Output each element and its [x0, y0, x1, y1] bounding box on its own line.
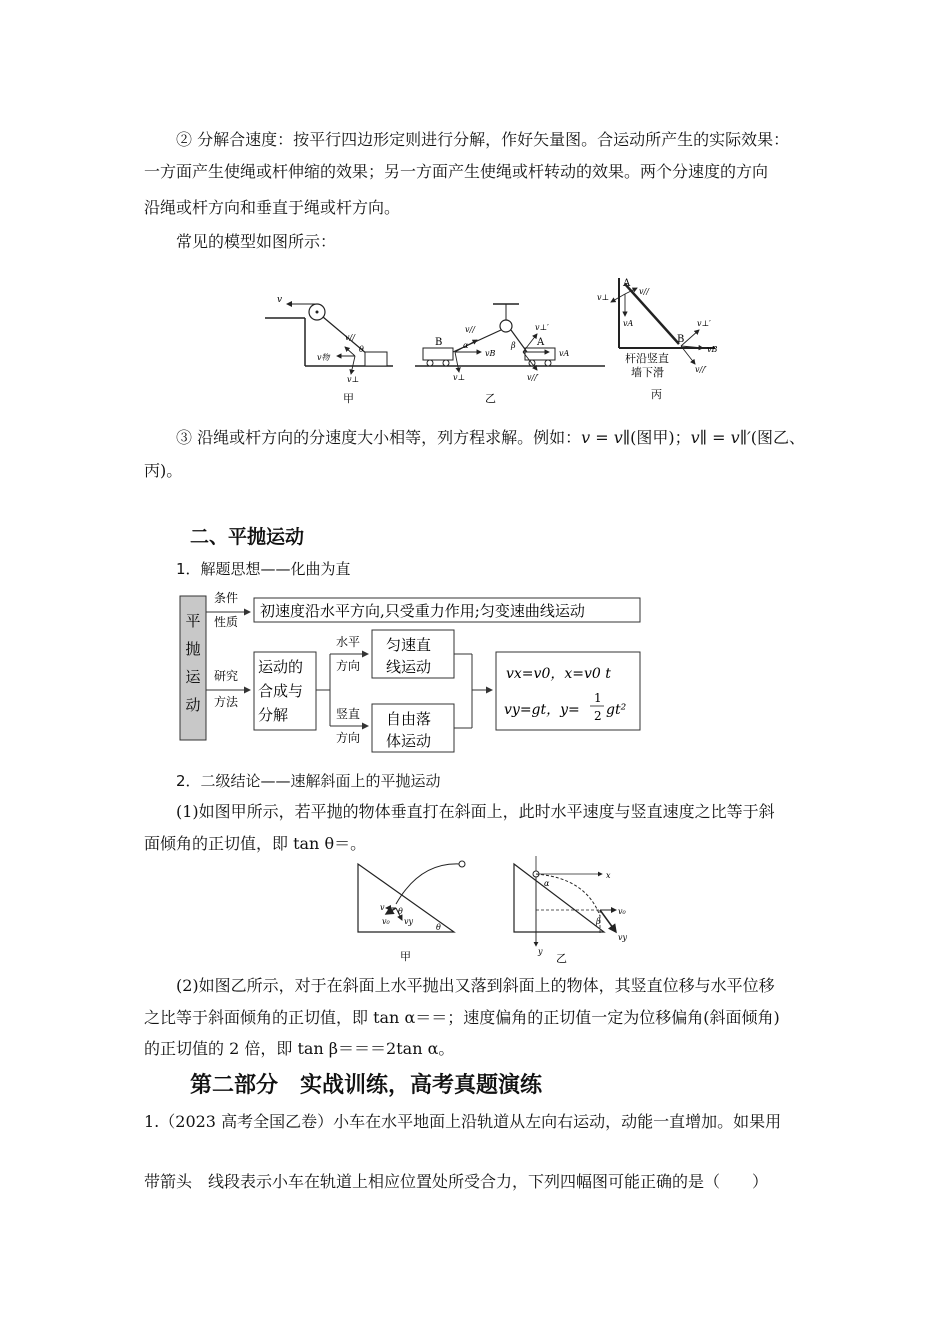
- jia-vperp-label: v⊥: [347, 375, 360, 384]
- jia2-vy-label: vy: [404, 917, 414, 926]
- jia-vpar-label: v//: [345, 333, 355, 342]
- incline-projectile-figure: [350, 856, 640, 966]
- part-two-title: 第二部分 实战训练，高考真题演练: [190, 1073, 543, 1098]
- decomp-paragraph: [144, 122, 824, 158]
- yi2-alpha-label: α: [544, 879, 550, 888]
- freefall-line-1: 自由落: [386, 710, 432, 728]
- bing-caption-2: 墙下滑: [631, 366, 664, 379]
- bing-vperp2-label: v⊥′: [697, 319, 711, 328]
- vertical-top-label: 竖直: [336, 707, 361, 721]
- equal-speed-text-a: ③ 沿绳或杆方向的分速度大小相等，列方程求解。例如：: [176, 428, 582, 447]
- equation-yi-bing: v∥ = v∥′: [690, 428, 751, 447]
- main-char-1: 平: [185, 612, 201, 630]
- method-bot-label: 方法: [214, 695, 239, 709]
- yi-vB-label: vB: [485, 349, 496, 358]
- subheading-1: 1．解题思想——化曲为直: [176, 560, 351, 578]
- fig-label-jia: 甲: [343, 392, 354, 405]
- uniform-line-1: 匀速直: [386, 636, 432, 654]
- incline-jia: [358, 861, 465, 932]
- yi2-vy-label: vy: [618, 933, 628, 942]
- section-title-projectile: 二、平抛运动: [190, 526, 305, 548]
- uniform-line-2: 线运动: [386, 658, 432, 676]
- method-top-label: 研究: [214, 669, 239, 683]
- decomp-line-3: 沿绳或杆方向和垂直于绳或杆方向。: [144, 198, 401, 217]
- subheading-2: 2．二级结论——速解斜面上的平抛运动: [176, 772, 441, 790]
- fig2-label-yi: 乙: [556, 952, 567, 965]
- main-char-3: 运: [185, 668, 201, 686]
- decomp-line-1: ② 分解合速度：按平行四边形定则进行分解，作好矢量图。合运动所产生的实际效果：: [176, 130, 790, 149]
- comp-line-1: 运动的: [258, 658, 304, 676]
- fig2-label-jia: 甲: [400, 950, 411, 963]
- bing-vpar2-label: v//′: [695, 365, 707, 374]
- equations-box: [496, 652, 640, 730]
- equal-speed-line-2: 丙)。: [144, 461, 183, 480]
- vertical-bot-label: 方向: [336, 731, 361, 745]
- model-bing: [597, 278, 718, 379]
- horizontal-bot-label: 方向: [336, 659, 361, 673]
- model-yi: [415, 304, 605, 382]
- equation-jia: v = v∥: [581, 428, 631, 447]
- yi-vpar2-label: v//′: [527, 373, 539, 382]
- rope-rod-models-figure: [255, 268, 735, 408]
- main-char-4: 动: [185, 696, 201, 714]
- cond-text: 初速度沿水平方向,只受重力作用;匀变速曲线运动: [260, 602, 585, 620]
- jia2-theta1-label: θ: [398, 907, 403, 916]
- yi2-beta-label: β: [596, 917, 601, 926]
- question-1-line-1: 1.（2023 高考全国乙卷）小车在水平地面上沿轨道从左向右运动，动能一直增加。如果用: [144, 1112, 782, 1131]
- conclusion-1-line-1: (1)如图甲所示，若平抛的物体垂直打在斜面上，此时水平速度与竖直速度之比等于斜: [176, 802, 775, 821]
- equation-vertical-a: vy=gt，y=: [504, 702, 580, 718]
- jia-v-label: v: [277, 295, 283, 305]
- yi2-y-label: y: [538, 947, 543, 956]
- bing-vpar-label: v//: [639, 287, 649, 296]
- bing-A-label: A: [623, 278, 631, 289]
- conclusion-2-line-1: (2)如图乙所示，对于在斜面上水平抛出又落到斜面上的物体，其竖直位移与水平位移: [176, 976, 775, 995]
- incline-yi: [514, 856, 628, 956]
- comp-line-3: 分解: [258, 706, 289, 724]
- fig-label-yi: 乙: [485, 392, 496, 405]
- yi-A-label: A: [537, 337, 545, 348]
- decomp-line-2: 一方面产生使绳或杆伸缩的效果；另一方面产生使绳或杆转动的效果。两个分速度的方向: [144, 162, 769, 181]
- question-1-line-2: 带箭头 线段表示小车在轨道上相应位置处所受合力，下列四幅图可能正确的是（ ）: [144, 1172, 769, 1191]
- equation-horizontal: vx=v0，x=v0 t: [506, 666, 611, 682]
- bing-vB-label: vB: [707, 345, 718, 354]
- yi-alpha-label: α: [463, 341, 469, 350]
- jia2-theta2-label: θ: [436, 923, 441, 932]
- yi2-v0-label: v₀: [618, 907, 626, 916]
- yi-vpar-label: v//: [465, 325, 475, 334]
- conclusion-2-line-2: 之比等于斜面倾角的正切值，即 tan α＝＝；速度偏角的正切值一定为位移偏角(斜面倾角): [144, 1008, 780, 1027]
- equation-frac-num: 1: [594, 691, 602, 705]
- jia2-v0-label: v₀: [382, 917, 390, 926]
- horizontal-top-label: 水平: [336, 635, 361, 649]
- yi-beta-label: β: [511, 341, 516, 350]
- yi-vA-label: vA: [559, 349, 570, 358]
- conclusion-1-line-2: 面倾角的正切值，即 tan θ＝。: [144, 834, 367, 853]
- jia-vwu-label: v物: [317, 353, 330, 362]
- cond-bot-label: 性质: [214, 615, 239, 629]
- jia2-v-label: v: [380, 903, 385, 912]
- jia-theta-label: θ: [359, 345, 364, 354]
- yi-B-label: B: [435, 337, 443, 348]
- equal-speed-text-c: (图乙、: [750, 428, 805, 447]
- comp-line-2: 合成与: [258, 682, 304, 700]
- main-char-2: 抛: [185, 640, 201, 658]
- equal-speed-line-1: [176, 420, 805, 456]
- bing-B-label: B: [677, 334, 685, 345]
- bing-vA-label: vA: [623, 319, 634, 328]
- equation-frac-den: 2: [594, 709, 602, 723]
- fig-label-bing: 丙: [651, 388, 662, 401]
- equal-speed-text-b: (图甲)；: [630, 428, 691, 447]
- model-jia: [265, 295, 393, 384]
- models-intro: 常见的模型如图所示：: [176, 232, 337, 251]
- yi-vperp-label: v⊥: [453, 373, 466, 382]
- bing-caption-1: 杆沿竖直: [625, 352, 669, 365]
- projectile-flowchart: [178, 590, 644, 760]
- yi-vperp2-label: v⊥′: [535, 323, 549, 332]
- bing-vperp-label: v⊥: [597, 293, 610, 302]
- yi2-x-label: x: [606, 871, 611, 880]
- equation-vertical-b: gt²: [606, 702, 627, 718]
- cond-top-label: 条件: [214, 591, 239, 605]
- conclusion-2-line-3: 的正切值的 2 倍，即 tan β＝＝＝2tan α。: [144, 1039, 455, 1058]
- freefall-line-2: 体运动: [386, 732, 432, 750]
